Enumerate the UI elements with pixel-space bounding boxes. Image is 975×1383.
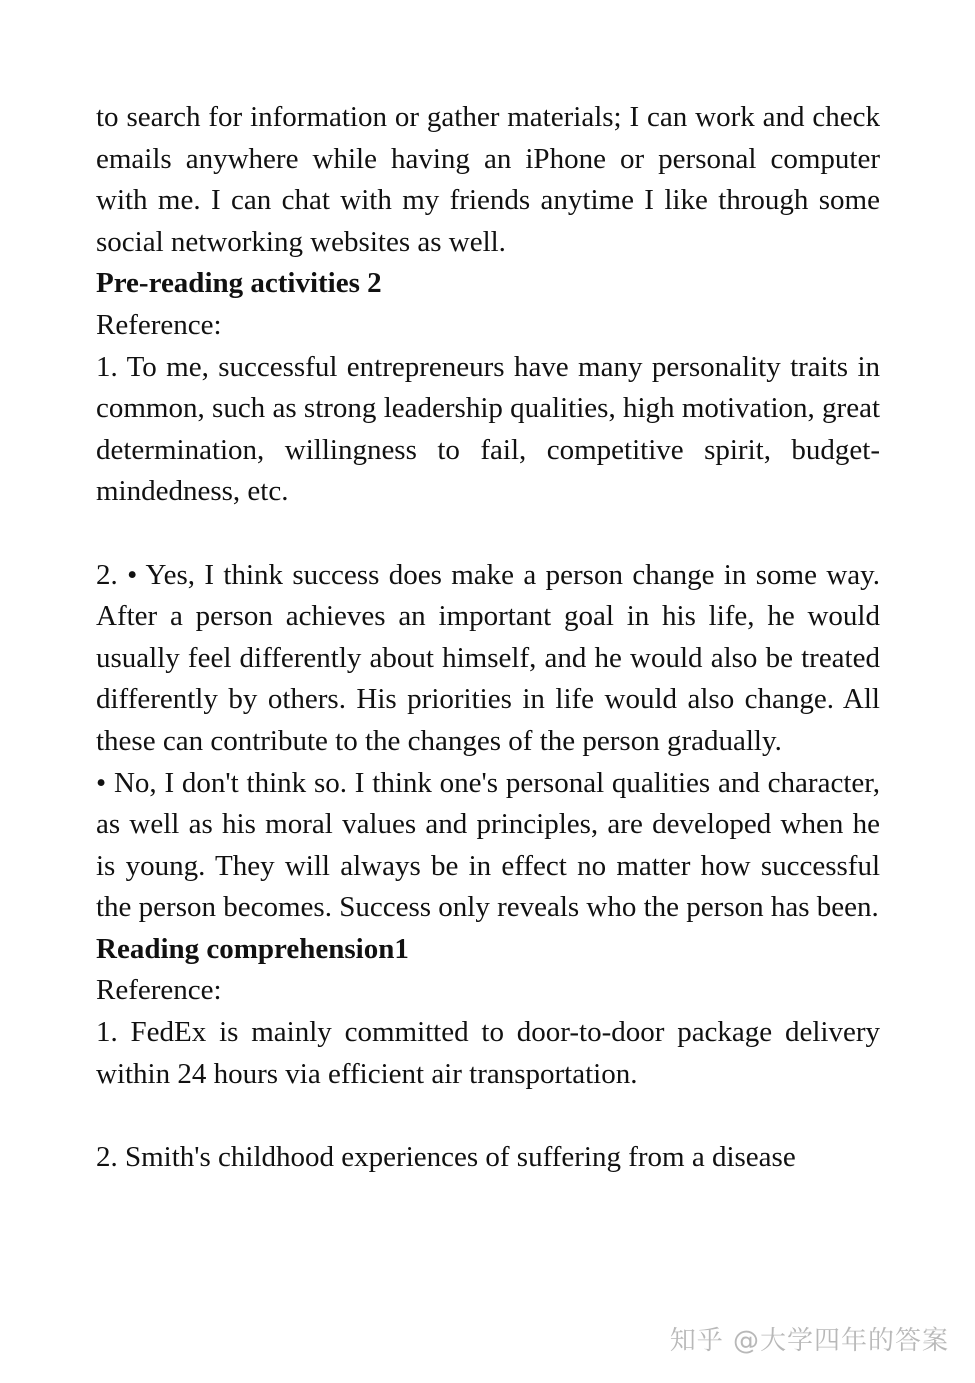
answer-paragraph-1: 1. FedEx is mainly committed to door-to-door package delivery within 24 hours via efficient air transportation. [96, 1016, 880, 1090]
reference-label: Reference: [96, 974, 222, 1007]
document-page [96, 97, 880, 1178]
watermark: 知乎 @大学四年的答案 [669, 1326, 949, 1356]
reference-label: Reference: [96, 308, 222, 341]
section-heading-reading-comprehension: Reading comprehension1 [96, 932, 409, 965]
answer-paragraph-2-start: 2. Smith's childhood experiences of suffering from a disease [96, 1140, 796, 1173]
section-heading-pre-reading: Pre-reading activities 2 [96, 267, 382, 300]
answer-paragraph-2-no: • No, I don't think so. I think one's personal qualities and character, as well as his moral values and principles, are developed when he is young. They will always be in effect no matter how successful the person becomes. Success only reveals who the person has been. [96, 766, 880, 924]
blank-line [96, 513, 880, 555]
answer-paragraph-1: 1. To me, successful entrepreneurs have many personality traits in common, such as strong leadership qualities, high motivation, great determination, willingness to fail, competitive spirit, budget-mindedness, etc. [96, 350, 880, 508]
intro-paragraph: to search for information or gather materials; I can work and check emails anywhere while having an iPhone or personal computer with me. I can chat with my friends anytime I like through some social networking websites as well. [96, 101, 880, 258]
blank-line [96, 1095, 880, 1137]
answer-paragraph-2-yes: 2. • Yes, I think success does make a person change in some way. After a person achieves an important goal in his life, he would usually feel differently about himself, and he would also be treated differently by others. His priorities in life would also change. All these can contribute to the changes of the person gradually. [96, 558, 880, 757]
